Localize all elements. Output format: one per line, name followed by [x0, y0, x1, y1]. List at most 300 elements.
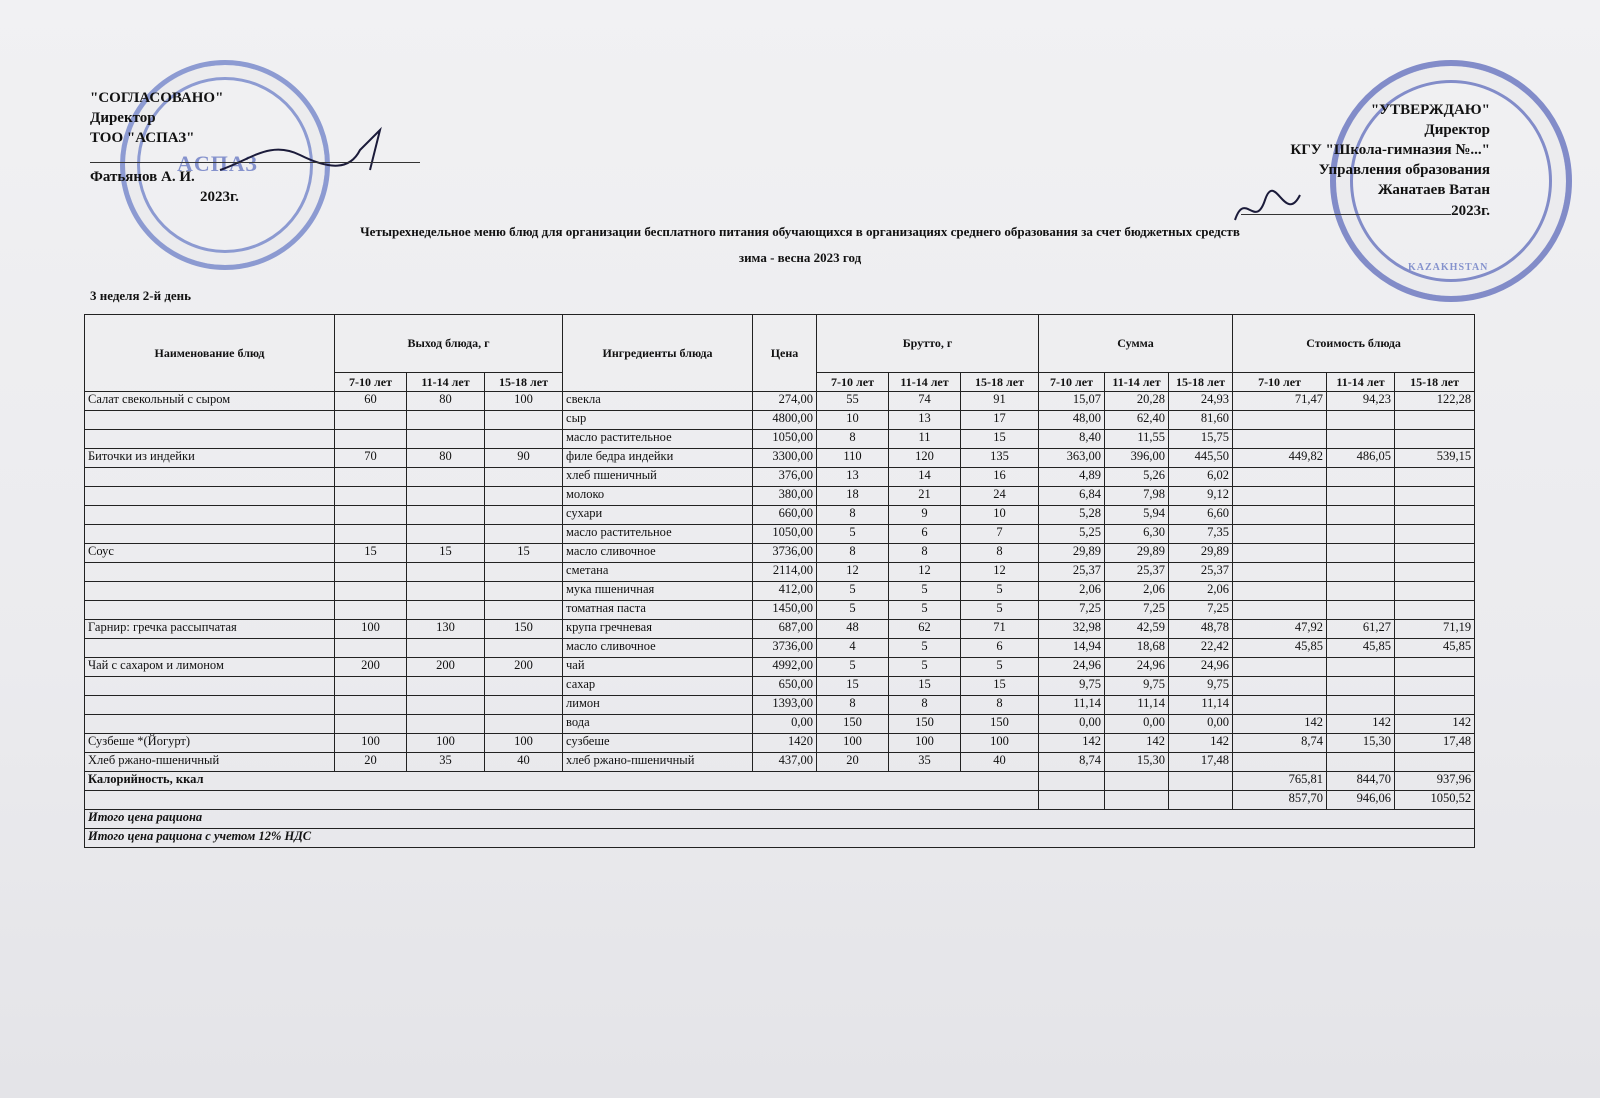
cell-s2: 24,96	[1105, 658, 1169, 677]
cell-s3: 81,60	[1169, 411, 1233, 430]
cell-o1: 100	[335, 620, 407, 639]
cell-s1: 15,07	[1039, 392, 1105, 411]
cell-price: 3736,00	[753, 639, 817, 658]
cell-ing: масло сливочное	[563, 639, 753, 658]
cell-ing: свекла	[563, 392, 753, 411]
age-col: 15-18 лет	[1395, 373, 1475, 392]
cell-c2	[1327, 487, 1395, 506]
table-row	[85, 449, 1475, 468]
table-row	[85, 506, 1475, 525]
table-row	[85, 487, 1475, 506]
cell-o3	[485, 487, 563, 506]
cell-o3	[485, 715, 563, 734]
cell-b3: 17	[961, 411, 1039, 430]
cell-c1	[1233, 468, 1327, 487]
cell-b1: 5	[817, 525, 889, 544]
cell-price: 0,00	[753, 715, 817, 734]
cell-s2: 142	[1105, 734, 1169, 753]
cell-c3: 17,48	[1395, 734, 1475, 753]
cell-c3	[1395, 601, 1475, 620]
table-row	[85, 658, 1475, 677]
cell-b1: 12	[817, 563, 889, 582]
cell-ing: томатная паста	[563, 601, 753, 620]
cell-o3	[485, 677, 563, 696]
total-price-label: Итого цена рациона	[85, 810, 1475, 829]
cell-c2	[1327, 506, 1395, 525]
cell-s1: 14,94	[1039, 639, 1105, 658]
cell-dish	[85, 715, 335, 734]
cell-c1: 71,47	[1233, 392, 1327, 411]
agreed-org: ТОО "АСПАЗ"	[90, 130, 195, 146]
cell-c1	[1233, 430, 1327, 449]
cell-b3: 40	[961, 753, 1039, 772]
cell-o2: 80	[407, 449, 485, 468]
cell-c1	[1233, 696, 1327, 715]
cell-b3: 150	[961, 715, 1039, 734]
cell-s2: 5,26	[1105, 468, 1169, 487]
cell-o2: 130	[407, 620, 485, 639]
cell-b1: 55	[817, 392, 889, 411]
cell-c2: 486,05	[1327, 449, 1395, 468]
cell-o1: 100	[335, 734, 407, 753]
table-row	[85, 430, 1475, 449]
cell-o3: 15	[485, 544, 563, 563]
cell-o1	[335, 601, 407, 620]
cell-b3: 135	[961, 449, 1039, 468]
cell-s3: 9,12	[1169, 487, 1233, 506]
cell-o1	[335, 582, 407, 601]
cell-o2	[407, 430, 485, 449]
cell-price: 412,00	[753, 582, 817, 601]
cell-b2: 8	[889, 696, 961, 715]
cell-o2: 15	[407, 544, 485, 563]
cell-o1: 60	[335, 392, 407, 411]
table-row	[85, 620, 1475, 639]
cell-s3: 2,06	[1169, 582, 1233, 601]
cell-c2	[1327, 601, 1395, 620]
cell-c3: 122,28	[1395, 392, 1475, 411]
cell-c2	[1327, 582, 1395, 601]
cell-b3: 15	[961, 430, 1039, 449]
cell-c3: 142	[1395, 715, 1475, 734]
cell-s3: 24,96	[1169, 658, 1233, 677]
cell-price: 2114,00	[753, 563, 817, 582]
cell-c1	[1233, 677, 1327, 696]
table-row	[85, 525, 1475, 544]
cell-b3: 5	[961, 582, 1039, 601]
cell-s2: 7,98	[1105, 487, 1169, 506]
cell-s3: 11,14	[1169, 696, 1233, 715]
header-cost: Стоимость блюда	[1233, 315, 1475, 373]
cell-c1	[1233, 753, 1327, 772]
cell-b1: 13	[817, 468, 889, 487]
cell-price: 4992,00	[753, 658, 817, 677]
cell-ing: филе бедра индейки	[563, 449, 753, 468]
cell-dish: Хлеб ржано-пшеничный	[85, 753, 335, 772]
cell-o2	[407, 715, 485, 734]
header-ingredients: Ингредиенты блюда	[563, 315, 753, 392]
total-value: 1050,52	[1395, 791, 1475, 810]
cell-dish	[85, 411, 335, 430]
agreed-title: "СОГЛАСОВАНО"	[90, 90, 224, 106]
cell-ing: лимон	[563, 696, 753, 715]
cell-c1	[1233, 544, 1327, 563]
cell-b2: 12	[889, 563, 961, 582]
cell-s2: 7,25	[1105, 601, 1169, 620]
cell-b3: 24	[961, 487, 1039, 506]
cell-b3: 7	[961, 525, 1039, 544]
cell-c2: 94,23	[1327, 392, 1395, 411]
cell-o1	[335, 411, 407, 430]
cell-s3: 445,50	[1169, 449, 1233, 468]
cell-o2	[407, 411, 485, 430]
cell-s2: 29,89	[1105, 544, 1169, 563]
calories-value: 765,81	[1233, 772, 1327, 791]
age-col: 7-10 лет	[335, 373, 407, 392]
cell-ing: сухари	[563, 506, 753, 525]
cell-o1	[335, 487, 407, 506]
cell-ing: сузбеше	[563, 734, 753, 753]
cell-b2: 11	[889, 430, 961, 449]
cell-dish: Биточки из индейки	[85, 449, 335, 468]
cell-o2	[407, 506, 485, 525]
age-col: 7-10 лет	[1233, 373, 1327, 392]
approved-title: "УТВЕРЖДАЮ"	[1370, 102, 1490, 118]
cell-b1: 5	[817, 658, 889, 677]
cell-c2	[1327, 525, 1395, 544]
cell-b1: 8	[817, 696, 889, 715]
table-row	[85, 734, 1475, 753]
cell-price: 1393,00	[753, 696, 817, 715]
cell-b3: 15	[961, 677, 1039, 696]
cell-c3	[1395, 544, 1475, 563]
cell-s2: 9,75	[1105, 677, 1169, 696]
cell-s1: 0,00	[1039, 715, 1105, 734]
cell-c2	[1327, 411, 1395, 430]
header-brutto: Брутто, г	[817, 315, 1039, 373]
table-row	[85, 582, 1475, 601]
calories-label: Калорийность, ккал	[85, 772, 1039, 791]
cell-ing: сметана	[563, 563, 753, 582]
cell-c3: 45,85	[1395, 639, 1475, 658]
cell-c3	[1395, 753, 1475, 772]
cell-s2: 2,06	[1105, 582, 1169, 601]
cell-o1	[335, 468, 407, 487]
cell-s3: 24,93	[1169, 392, 1233, 411]
agreed-name: Фатьянов А. И.	[90, 169, 195, 185]
approved-dept: Управления образования	[1318, 162, 1490, 178]
cell-b1: 4	[817, 639, 889, 658]
cell-b2: 15	[889, 677, 961, 696]
cell-s1: 8,74	[1039, 753, 1105, 772]
cell-c1: 142	[1233, 715, 1327, 734]
cell-s1: 11,14	[1039, 696, 1105, 715]
cell-b3: 12	[961, 563, 1039, 582]
cell-o2: 35	[407, 753, 485, 772]
cell-b1: 18	[817, 487, 889, 506]
cell-c2	[1327, 677, 1395, 696]
cell-s3: 48,78	[1169, 620, 1233, 639]
cell-price: 1050,00	[753, 430, 817, 449]
cell-dish	[85, 487, 335, 506]
cell-b1: 8	[817, 544, 889, 563]
cell-s3: 0,00	[1169, 715, 1233, 734]
cell-c2: 61,27	[1327, 620, 1395, 639]
cell-s1: 5,28	[1039, 506, 1105, 525]
cell-s1: 32,98	[1039, 620, 1105, 639]
cell-o3	[485, 430, 563, 449]
cell-b1: 100	[817, 734, 889, 753]
cell-price: 687,00	[753, 620, 817, 639]
table-row	[85, 677, 1475, 696]
table-row	[85, 411, 1475, 430]
cell-c3	[1395, 525, 1475, 544]
table-row	[85, 639, 1475, 658]
menu-table	[84, 314, 1475, 848]
total-vat-label: Итого цена рациона с учетом 12% НДС	[85, 829, 1475, 848]
cell-b3: 5	[961, 658, 1039, 677]
cell-b2: 74	[889, 392, 961, 411]
menu-table-body	[85, 392, 1475, 772]
header-sum: Сумма	[1039, 315, 1233, 373]
cell-o1: 15	[335, 544, 407, 563]
cell-o2: 200	[407, 658, 485, 677]
cell-o3	[485, 506, 563, 525]
cell-o2	[407, 639, 485, 658]
approved-year: 2023г.	[1451, 203, 1490, 219]
cell-o3	[485, 582, 563, 601]
cell-c2	[1327, 468, 1395, 487]
age-col: 7-10 лет	[817, 373, 889, 392]
cell-s1: 6,84	[1039, 487, 1105, 506]
age-col: 11-14 лет	[407, 373, 485, 392]
cell-b3: 8	[961, 544, 1039, 563]
cell-s1: 4,89	[1039, 468, 1105, 487]
cell-b1: 5	[817, 601, 889, 620]
table-row	[85, 696, 1475, 715]
cell-ing: хлеб пшеничный	[563, 468, 753, 487]
cell-price: 1420	[753, 734, 817, 753]
cell-c1	[1233, 506, 1327, 525]
cell-b1: 8	[817, 506, 889, 525]
cell-o2	[407, 563, 485, 582]
header-agreed	[90, 88, 420, 207]
cell-ing: мука пшеничная	[563, 582, 753, 601]
total-vat-row	[85, 829, 1475, 848]
cell-dish	[85, 430, 335, 449]
cell-c1	[1233, 487, 1327, 506]
cell-b1: 5	[817, 582, 889, 601]
age-col: 11-14 лет	[1105, 373, 1169, 392]
age-col: 15-18 лет	[485, 373, 563, 392]
cell-s1: 25,37	[1039, 563, 1105, 582]
total-value: 857,70	[1233, 791, 1327, 810]
cell-c2	[1327, 696, 1395, 715]
cell-b3: 8	[961, 696, 1039, 715]
cell-b3: 100	[961, 734, 1039, 753]
cell-b3: 10	[961, 506, 1039, 525]
calories-row	[85, 772, 1475, 791]
header-output: Выход блюда, г	[335, 315, 563, 373]
cell-s3: 6,60	[1169, 506, 1233, 525]
cell-o1	[335, 639, 407, 658]
cell-s1: 142	[1039, 734, 1105, 753]
cell-c3	[1395, 506, 1475, 525]
cell-ing: чай	[563, 658, 753, 677]
cell-o3: 90	[485, 449, 563, 468]
cell-o2	[407, 601, 485, 620]
cell-ing: масло растительное	[563, 430, 753, 449]
cell-ing: масло сливочное	[563, 544, 753, 563]
cell-dish	[85, 506, 335, 525]
cell-s1: 8,40	[1039, 430, 1105, 449]
header-dish-name: Наименование блюд	[85, 315, 335, 392]
cell-s2: 42,59	[1105, 620, 1169, 639]
table-row	[85, 753, 1475, 772]
cell-s1: 7,25	[1039, 601, 1105, 620]
table-row	[85, 715, 1475, 734]
cell-b1: 15	[817, 677, 889, 696]
cell-b2: 62	[889, 620, 961, 639]
cell-c2: 15,30	[1327, 734, 1395, 753]
total-value: 946,06	[1327, 791, 1395, 810]
calories-value: 844,70	[1327, 772, 1395, 791]
cell-dish: Салат свекольный с сыром	[85, 392, 335, 411]
cell-c3	[1395, 430, 1475, 449]
cell-dish	[85, 582, 335, 601]
table-row	[85, 601, 1475, 620]
cell-c1	[1233, 525, 1327, 544]
cell-b1: 110	[817, 449, 889, 468]
cell-c3	[1395, 411, 1475, 430]
cell-s3: 17,48	[1169, 753, 1233, 772]
cell-o1	[335, 525, 407, 544]
cell-s1: 9,75	[1039, 677, 1105, 696]
stamp-left-text: ACПАЗ	[177, 151, 258, 176]
table-row	[85, 392, 1475, 411]
cell-b2: 35	[889, 753, 961, 772]
cell-o2	[407, 468, 485, 487]
cell-c2	[1327, 753, 1395, 772]
totals-row	[85, 791, 1475, 810]
cell-o1: 200	[335, 658, 407, 677]
cell-b3: 5	[961, 601, 1039, 620]
cell-s3: 7,25	[1169, 601, 1233, 620]
cell-c1	[1233, 411, 1327, 430]
cell-ing: молоко	[563, 487, 753, 506]
cell-o3: 100	[485, 734, 563, 753]
cell-s3: 22,42	[1169, 639, 1233, 658]
cell-o3	[485, 563, 563, 582]
cell-c3: 71,19	[1395, 620, 1475, 639]
cell-s1: 5,25	[1039, 525, 1105, 544]
cell-o3: 150	[485, 620, 563, 639]
approved-position: Директор	[1424, 122, 1490, 138]
cell-s2: 15,30	[1105, 753, 1169, 772]
stamp-right-text: KAZAKHSTAN	[1408, 262, 1489, 273]
age-col: 11-14 лет	[889, 373, 961, 392]
cell-b2: 150	[889, 715, 961, 734]
table-row	[85, 563, 1475, 582]
cell-b2: 5	[889, 658, 961, 677]
cell-dish: Гарнир: гречка рассыпчатая	[85, 620, 335, 639]
cell-s1: 24,96	[1039, 658, 1105, 677]
document-subtitle: зима - весна 2023 год	[738, 250, 862, 265]
cell-b2: 8	[889, 544, 961, 563]
cell-dish: Соус	[85, 544, 335, 563]
cell-s2: 18,68	[1105, 639, 1169, 658]
total-price-row	[85, 810, 1475, 829]
cell-b2: 5	[889, 601, 961, 620]
cell-dish	[85, 639, 335, 658]
approved-org: КГУ "Школа-гимназия №..."	[1290, 142, 1490, 158]
cell-price: 3736,00	[753, 544, 817, 563]
cell-o2: 100	[407, 734, 485, 753]
cell-s3: 15,75	[1169, 430, 1233, 449]
cell-s2: 11,55	[1105, 430, 1169, 449]
cell-o3	[485, 411, 563, 430]
cell-c1	[1233, 563, 1327, 582]
cell-ing: крупа гречневая	[563, 620, 753, 639]
cell-b2: 100	[889, 734, 961, 753]
cell-s3: 29,89	[1169, 544, 1233, 563]
cell-b2: 13	[889, 411, 961, 430]
age-col: 7-10 лет	[1039, 373, 1105, 392]
signature-line	[90, 148, 420, 163]
cell-o1	[335, 677, 407, 696]
cell-ing: вода	[563, 715, 753, 734]
cell-price: 1050,00	[753, 525, 817, 544]
cell-c3	[1395, 658, 1475, 677]
cell-ing: масло растительное	[563, 525, 753, 544]
cell-c2	[1327, 430, 1395, 449]
cell-s3: 142	[1169, 734, 1233, 753]
cell-c3	[1395, 468, 1475, 487]
document-title: Четырехнедельное меню блюд для организации бесплатного питания обучающихся в организациях среднего образования за счет бюджетных средств	[360, 224, 1240, 239]
cell-price: 437,00	[753, 753, 817, 772]
agreed-year: 2023г.	[200, 189, 239, 205]
cell-price: 1450,00	[753, 601, 817, 620]
cell-o3	[485, 696, 563, 715]
agreed-position: Директор	[90, 110, 156, 126]
cell-s3: 25,37	[1169, 563, 1233, 582]
cell-c3	[1395, 582, 1475, 601]
cell-dish	[85, 677, 335, 696]
cell-price: 660,00	[753, 506, 817, 525]
calories-value: 937,96	[1395, 772, 1475, 791]
cell-dish: Чай с сахаром и лимоном	[85, 658, 335, 677]
cell-c1: 449,82	[1233, 449, 1327, 468]
cell-c2	[1327, 563, 1395, 582]
cell-c3	[1395, 677, 1475, 696]
week-day-label: 3 неделя 2-й день	[90, 288, 192, 303]
cell-b2: 9	[889, 506, 961, 525]
cell-price: 3300,00	[753, 449, 817, 468]
cell-price: 376,00	[753, 468, 817, 487]
cell-s1: 48,00	[1039, 411, 1105, 430]
cell-o1	[335, 715, 407, 734]
cell-b2: 14	[889, 468, 961, 487]
cell-o1	[335, 430, 407, 449]
cell-o1	[335, 696, 407, 715]
cell-o2	[407, 525, 485, 544]
table-row	[85, 468, 1475, 487]
cell-b2: 120	[889, 449, 961, 468]
cell-s1: 2,06	[1039, 582, 1105, 601]
cell-c1: 45,85	[1233, 639, 1327, 658]
cell-s2: 5,94	[1105, 506, 1169, 525]
cell-o1	[335, 563, 407, 582]
